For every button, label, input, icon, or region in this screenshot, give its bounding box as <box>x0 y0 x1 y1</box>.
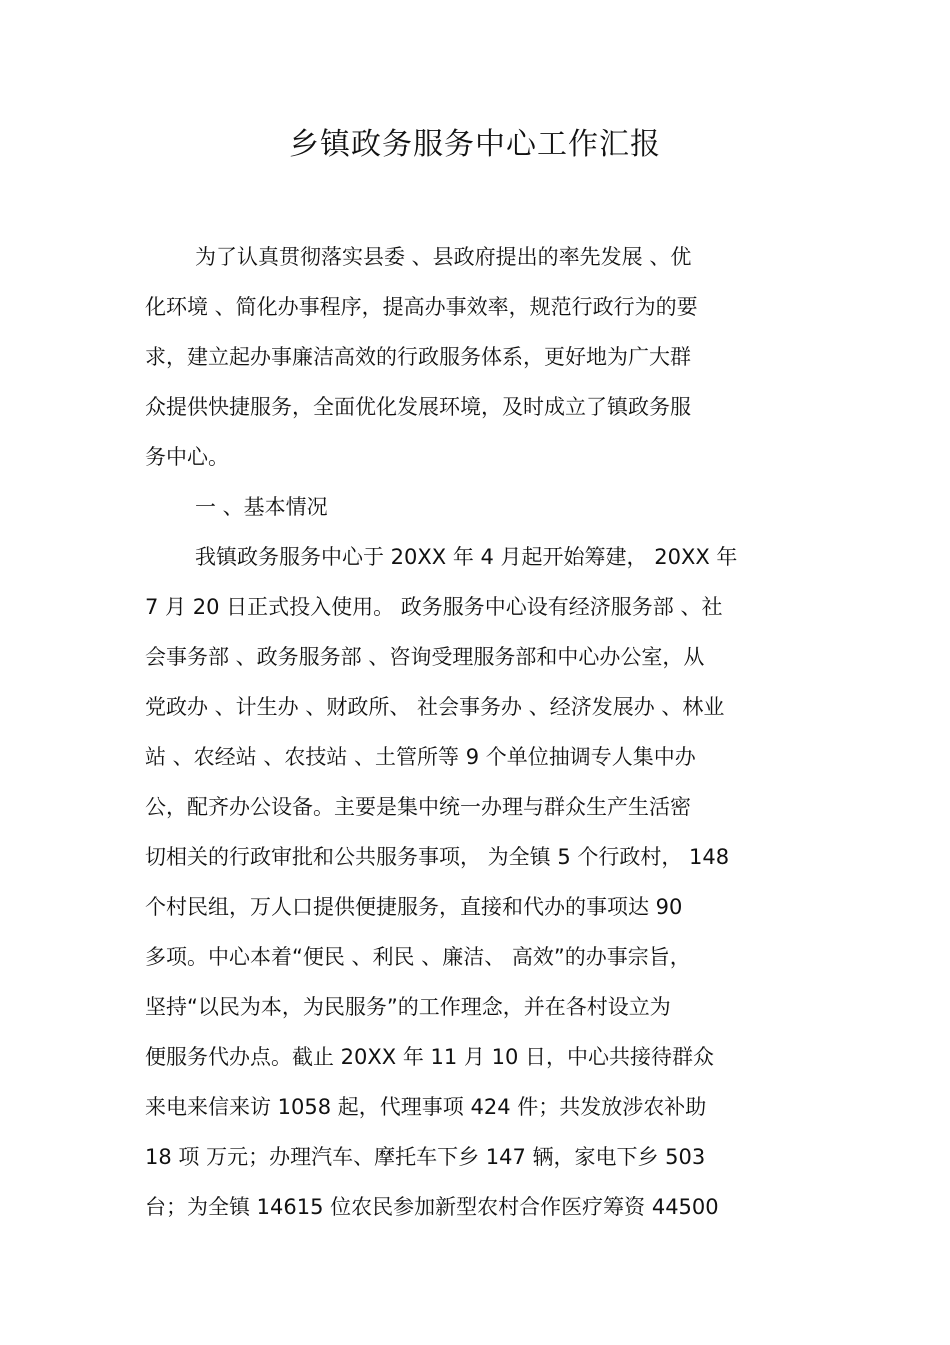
section-heading: 一 、基本情况 <box>195 495 328 519</box>
paragraph-line: 坚持“以民为本，为民服务”的工作理念，并在各村设立为 <box>145 995 671 1019</box>
paragraph-line: 公，配齐办公设备。主要是集中统一办理与群众生产生活密 <box>145 795 691 819</box>
paragraph-line: 多项。中心本着“便民 、利民 、廉洁、 高效”的办事宗旨， <box>145 945 691 969</box>
paragraph-line: 会事务部 、政务服务部 、咨询受理服务部和中心办公室，从 <box>145 645 705 669</box>
paragraph-line: 站 、农经站 、农技站 、土管所等 9 个单位抽调专人集中办 <box>145 745 696 769</box>
paragraph-line: 台；为全镇 14615 位农民参加新型农村合作医疗筹资 44500 <box>145 1195 719 1219</box>
paragraph-line: 个村民组，万人口提供便捷服务，直接和代办的事项达 90 <box>145 895 683 919</box>
paragraph-line: 求，建立起办事廉洁高效的行政服务体系，更好地为广大群 <box>145 345 691 369</box>
paragraph-line: 我镇政务服务中心于 20XX 年 4 月起开始筹建， 20XX 年 <box>195 545 738 569</box>
document-title: 乡镇政务服务中心工作汇报 <box>289 127 661 162</box>
paragraph-line: 便服务代办点。截止 20XX 年 11 月 10 日，中心共接待群众 <box>145 1045 714 1069</box>
paragraph-line: 务中心。 <box>145 445 229 469</box>
paragraph-line: 切相关的行政审批和公共服务事项， 为全镇 5 个行政村， 148 <box>145 845 730 869</box>
paragraph-line: 来电来信来访 1058 起，代理事项 424 件；共发放涉农补助 <box>145 1095 707 1119</box>
paragraph-line: 化环境 、简化办事程序，提高办事效率，规范行政行为的要 <box>145 295 698 319</box>
paragraph-line: 7 月 20 日正式投入使用。 政务服务中心设有经济服务部 、社 <box>145 595 723 619</box>
paragraph-line: 为了认真贯彻落实县委 、县政府提出的率先发展 、优 <box>195 245 692 269</box>
paragraph-line: 众提供快捷服务，全面优化发展环境，及时成立了镇政务服 <box>145 395 691 419</box>
paragraph-line: 18 项 万元；办理汽车、摩托车下乡 147 辆，家电下乡 503 <box>145 1145 706 1169</box>
paragraph-line: 党政办 、计生办 、财政所、 社会事务办 、经济发展办 、林业 <box>145 695 725 719</box>
